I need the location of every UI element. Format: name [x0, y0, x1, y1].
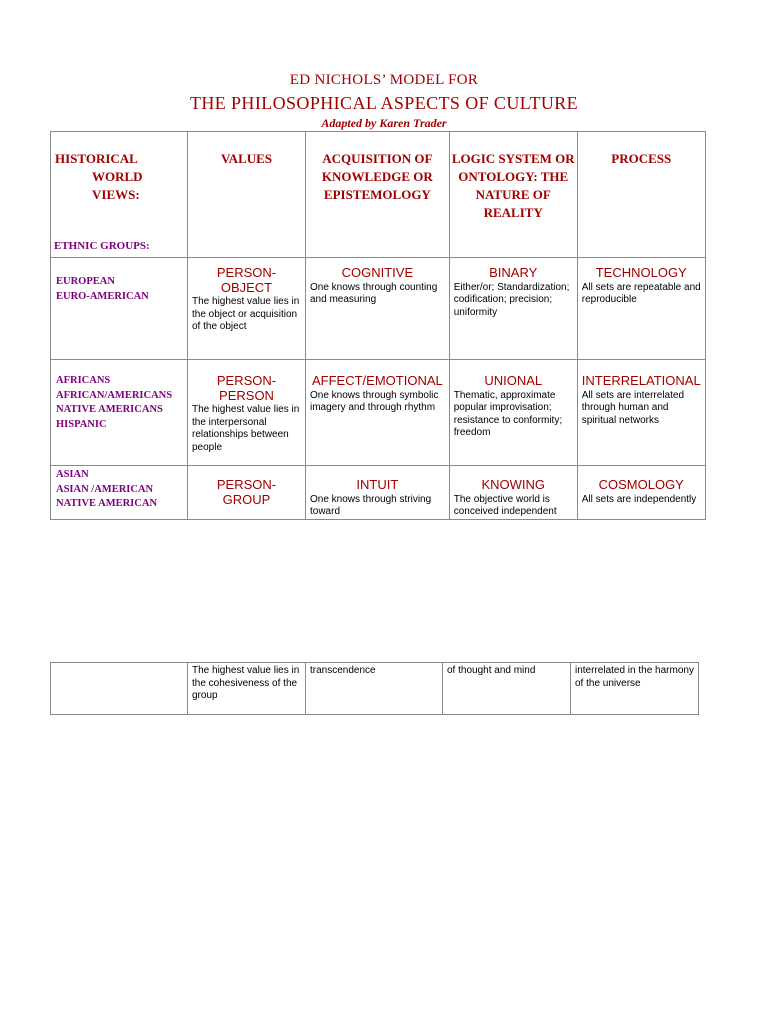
acquisition-header: ACQUISITION OF KNOWLEDGE OR EPISTEMOLOGY [321, 151, 433, 202]
acquisition-cell [306, 466, 450, 520]
group-cell [51, 258, 188, 360]
logic-cell [449, 466, 577, 520]
process-title: COSMOLOGY [598, 477, 684, 492]
logic-desc: The objective world is conceived independent [453, 493, 557, 518]
values-desc: The highest value lies in the object or acquisition of the object [192, 296, 300, 333]
historical-header-line: VIEWS: [92, 187, 140, 202]
group-name: AFRICAN/AMERICANS [56, 389, 173, 401]
values-desc: The highest value lies in the cohesiveness of the group [192, 665, 300, 702]
logic-header-cell [449, 132, 577, 258]
values-cell [188, 466, 306, 520]
acquisition-desc: transcendence [310, 665, 376, 676]
group-name: ASIAN /AMERICAN [56, 483, 154, 495]
table-row [51, 663, 699, 715]
document-title-line2: THE PHILOSOPHICAL ASPECTS OF CULTURE [189, 93, 579, 113]
logic-cell [449, 258, 577, 360]
values-cell [188, 360, 306, 466]
acquisition-title: COGNITIVE [341, 265, 414, 280]
acquisition-title: INTUIT [356, 477, 399, 492]
process-title: INTERRELATIONAL [581, 373, 701, 388]
process-header: PROCESS [611, 151, 672, 166]
header-row [51, 132, 706, 258]
logic-header: LOGIC SYSTEM OR ONTOLOGY: THE NATURE OF REALITY [451, 151, 575, 220]
document-subtitle: Adapted by Karen Trader [321, 116, 447, 130]
logic-desc: Thematic, approximate popular improvisation; resistance to conformity; freedom [453, 389, 563, 439]
process-desc: interrelated in the harmony of the universe [575, 665, 694, 689]
table-row [51, 466, 706, 520]
logic-desc: of thought and mind [447, 665, 536, 676]
values-title: PERSON-GROUP [216, 477, 277, 507]
process-desc: All sets are independently [581, 493, 697, 505]
logic-title: UNIONAL [484, 373, 543, 388]
values-cell [188, 663, 306, 715]
group-name: AFRICANS [56, 375, 111, 386]
table-row [51, 360, 706, 466]
acquisition-desc: One knows through counting and measuring [310, 281, 438, 306]
document-title-line1: ED NICHOLS’ MODEL FOR [289, 72, 479, 88]
group-cell [51, 663, 188, 715]
acquisition-desc: One knows through striving toward [310, 493, 432, 518]
acquisition-header-cell [306, 132, 450, 258]
acquisition-cell [306, 663, 443, 715]
process-cell [577, 466, 705, 520]
logic-cell [443, 663, 571, 715]
continuation-table [50, 662, 699, 715]
values-cell [188, 258, 306, 360]
historical-header-line: WORLD [92, 169, 143, 184]
process-desc: All sets are interrelated through human and spiritual networks [581, 389, 685, 426]
table-row [51, 258, 706, 360]
process-desc: All sets are repeatable and reproducible [581, 281, 701, 306]
culture-model-table [50, 131, 706, 520]
acquisition-cell [306, 258, 450, 360]
values-header: VALUES [220, 151, 273, 166]
process-cell [577, 258, 705, 360]
group-name: EUROPEAN [56, 276, 115, 287]
process-cell [577, 360, 705, 466]
values-title: PERSON-OBJECT [216, 265, 277, 295]
logic-desc: Either/or; Standardization; codification; precision; uniformity [453, 281, 570, 318]
values-header-cell [188, 132, 306, 258]
group-cell [51, 466, 188, 520]
historical-header-cell [51, 132, 188, 258]
process-title: TECHNOLOGY [595, 265, 687, 280]
group-name: ASIAN [56, 469, 89, 480]
historical-header-line: HISTORICAL [55, 151, 138, 166]
logic-cell [449, 360, 577, 466]
values-desc: The highest value lies in the interpersonal relationships between people [192, 404, 300, 453]
group-name: NATIVE AMERICAN [56, 498, 158, 509]
process-cell [571, 663, 699, 715]
process-header-cell [577, 132, 705, 258]
acquisition-desc: One knows through symbolic imagery and through rhythm [310, 389, 439, 414]
group-name: NATIVE AMERICANS [56, 404, 163, 415]
values-title: PERSON-PERSON [216, 373, 277, 403]
logic-title: KNOWING [481, 477, 546, 492]
acquisition-title: AFFECT/EMOTIONAL [312, 373, 443, 388]
group-name: EURO-AMERICAN [56, 290, 149, 302]
ethnic-groups-label: ETHNIC GROUPS: [54, 240, 150, 252]
group-cell [51, 360, 188, 466]
acquisition-cell [306, 360, 450, 466]
group-name: HISPANIC [56, 418, 107, 430]
logic-title: BINARY [489, 265, 538, 280]
